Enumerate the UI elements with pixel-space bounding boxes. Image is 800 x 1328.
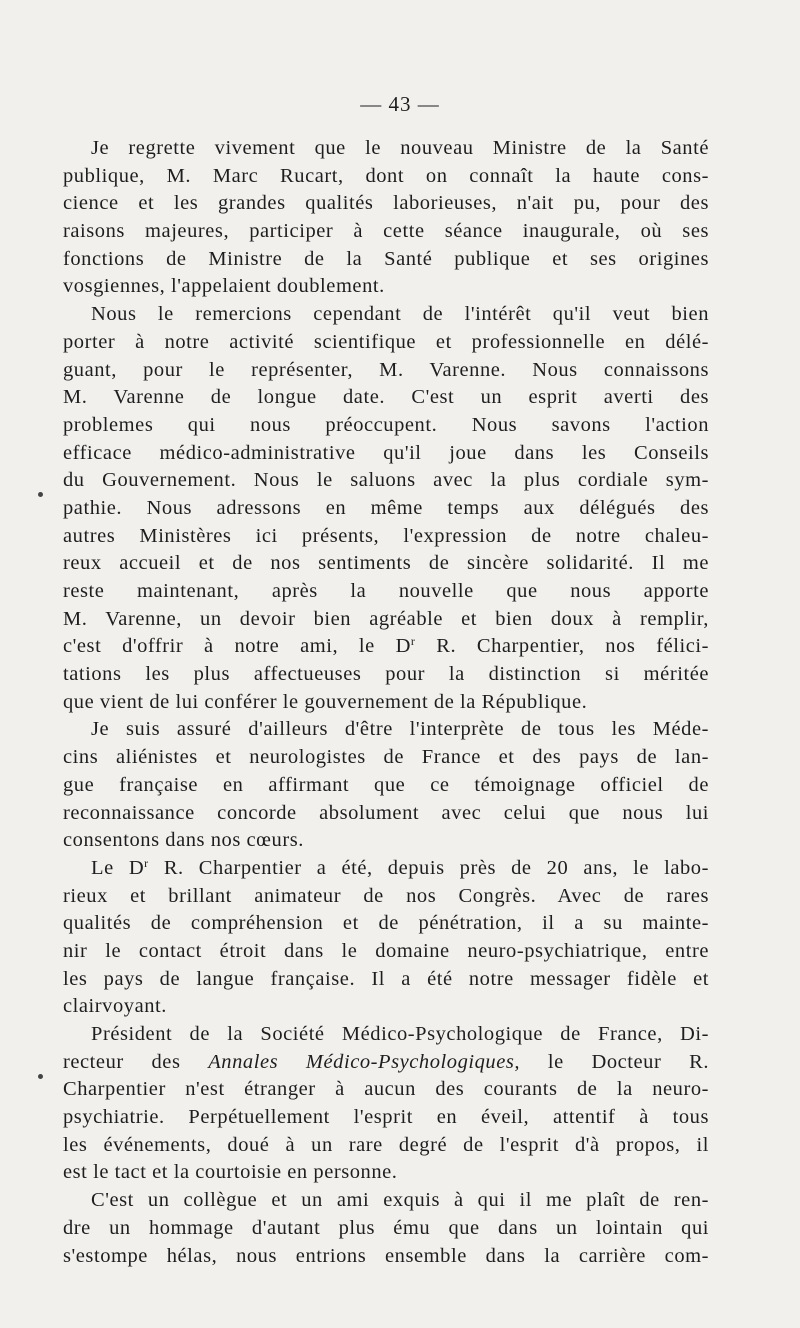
text-line: pathie. Nous adressons en même temps aux délégués des [63, 496, 709, 519]
text-line: publique, M. Marc Rucart, dont on connaît la haute cons- [63, 164, 709, 187]
text-line: problemes qui nous préoccupent. Nous savons l'action [63, 413, 709, 436]
text-segment: recteur des [63, 1050, 209, 1073]
text-segment: le Docteur R. [520, 1050, 709, 1073]
text-line: Je regrette vivement que le nouveau Ministre de la Santé [91, 137, 709, 159]
text-line [63, 633, 709, 661]
text-segment: Le D [91, 856, 145, 879]
superscript: r [144, 855, 149, 870]
text-line: guant, pour le représenter, M. Varenne. Nous connaissons [63, 358, 709, 381]
text-line: que vient de lui conférer le gouvernement de la République. [63, 690, 588, 713]
text-line: M. Varenne de longue date. C'est un esprit averti des [63, 386, 709, 409]
text-line: rieux et brillant animateur de nos Congrès. Avec de rares [63, 884, 709, 907]
journal-title: Annales Médico-Psychologiques, [208, 1050, 521, 1073]
text-segment: R. Charpentier, nos félici- [415, 635, 709, 658]
text-line [63, 1049, 709, 1077]
text-line: clairvoyant. [63, 995, 167, 1018]
text-line: psychiatrie. Perpétuellement l'esprit en éveil, attentif à tous [63, 1106, 709, 1129]
text-line: autres Ministères ici présents, l'expression de notre chaleu- [63, 524, 709, 547]
text-line: reste maintenant, après la nouvelle que nous apporte [63, 580, 709, 602]
text-line: du Gouvernement. Nous le saluons avec la plus cordiale sym- [63, 469, 709, 492]
body-text [63, 135, 709, 1270]
text-segment: c'est d'offrir à notre ami, le D [63, 635, 411, 658]
text-line: reconnaissance concorde absolument avec celui que nous lui [63, 801, 709, 824]
superscript: r [410, 634, 416, 649]
text-line: les événements, doué à un rare degré de l'esprit d'à propos, il [63, 1133, 709, 1156]
text-line: Je suis assuré d'ailleurs d'être l'interprète de tous les Méde- [91, 718, 709, 741]
text-line: raisons majeures, participer à cette séance inaugurale, où ses [63, 220, 709, 243]
text-line: C'est un collègue et un ami exquis à qui il me plaît de ren- [91, 1189, 709, 1212]
text-line: les pays de langue française. Il a été notre messager fidèle et [63, 967, 709, 990]
page-number: — 43 — [360, 92, 440, 116]
text-line: s'estompe hélas, nous entrions ensemble dans la carrière com- [63, 1244, 709, 1267]
text-line: cience et les grandes qualités laborieuses, n'ait pu, pour des [63, 192, 709, 215]
text-line: cins aliénistes et neurologistes de France et des pays de lan- [63, 746, 709, 769]
text-line: porter à notre activité scientifique et professionnelle en délé- [63, 330, 709, 353]
text-line: nir le contact étroit dans le domaine neuro-psychiatrique, entre [63, 939, 709, 962]
text-line: Charpentier n'est étranger à aucun des courants de la neuro- [63, 1078, 709, 1101]
text-line: Nous le remercions cependant de l'intérêt qu'il veut bien [91, 303, 709, 326]
text-line: gue française en affirmant que ce témoignage officiel de [63, 773, 709, 796]
text-line: dre un hommage d'autant plus ému que dans un lointain qui [63, 1216, 709, 1239]
text-line: efficace médico-administrative qu'il joue dans les Conseils [63, 441, 709, 464]
text-line: vosgiennes, l'appelaient doublement. [63, 275, 385, 298]
text-line: reux accueil et de nos sentiments de sincère solidarité. Il me [63, 552, 709, 575]
text-line [63, 855, 709, 883]
ink-speck [38, 1074, 43, 1079]
text-line: tations les plus affectueuses pour la distinction si méritée [63, 663, 709, 686]
text-segment: R. Charpentier a été, depuis près de 20 ans, le labo- [148, 856, 709, 879]
text-line: qualités de compréhension et de pénétration, il a su mainte- [63, 912, 709, 935]
ink-speck [38, 492, 43, 497]
text-line: Président de la Société Médico-Psychologique de France, Di- [91, 1023, 709, 1045]
text-line: fonctions de Ministre de la Santé publique et ses origines [63, 247, 709, 270]
text-line: est le tact et la courtoisie en personne. [63, 1161, 398, 1184]
text-line: consentons dans nos cœurs. [63, 829, 304, 852]
text-line: M. Varenne, un devoir bien agréable et bien doux à remplir, [63, 607, 709, 630]
